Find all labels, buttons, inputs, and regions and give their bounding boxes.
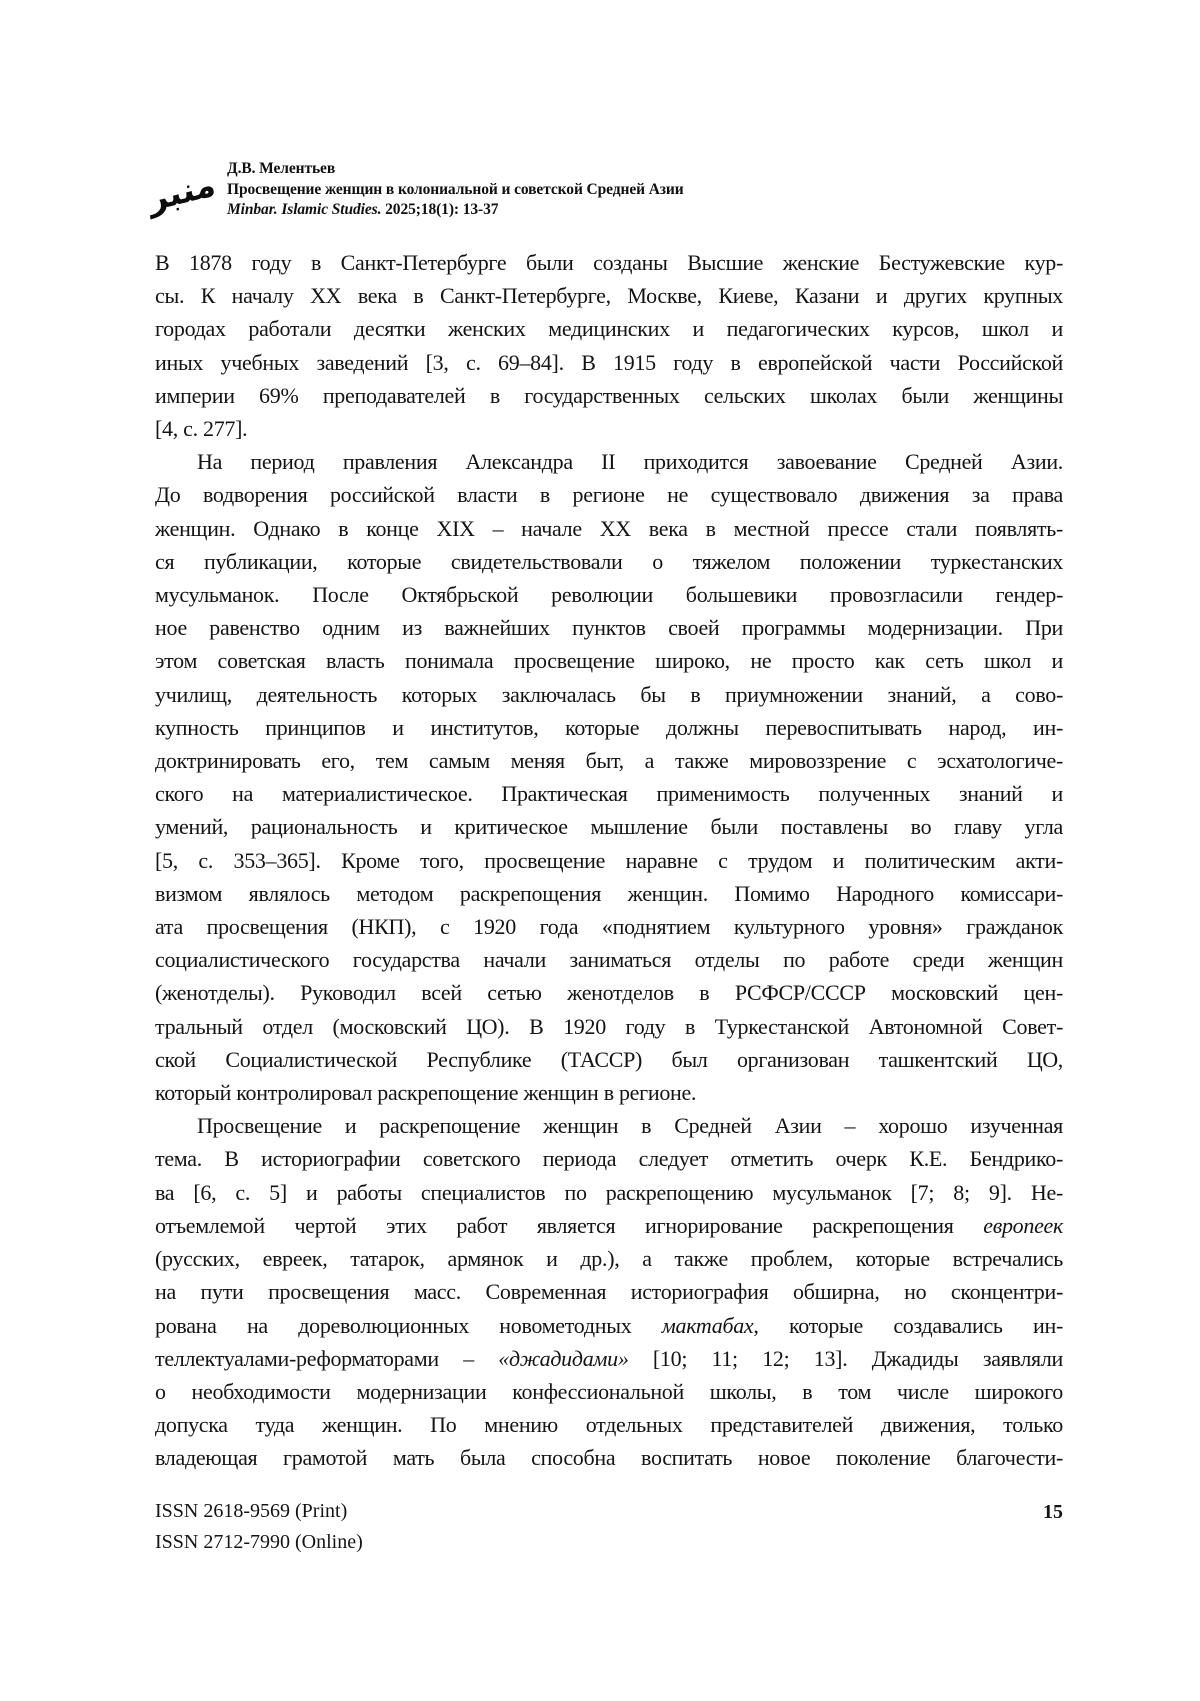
logo-calligraphy-glyph: منبر [146,163,218,219]
text-run: тральный отдел (московский ЦО). В 1920 году в Туркестанской Автономной Совет- [155,1013,1063,1039]
text-run: тема. В историографии советского периода следует отметить очерк К.Е. Бендрико- [155,1146,1063,1172]
text-line [155,1176,1063,1209]
text-run: который контролировал раскрепощение женщин в регионе. [155,1080,697,1106]
text-line [155,1209,1063,1242]
minbar-journal-logo-icon [146,146,218,235]
text-run: [5, с. 353–365]. Кроме того, просвещение наравне с трудом и политическим акти- [155,847,1063,873]
text-line [155,1109,1063,1142]
text-line [155,810,1063,843]
citation-volume-pages: 2025;18(1): 13-37 [381,201,499,218]
text-line [155,412,1063,445]
text-run: ное равенство одним из важнейших пунктов своей программы модернизации. При [155,615,1063,641]
text-line [155,1342,1063,1375]
text-line [155,1142,1063,1175]
text-run: В 1878 году в Санкт-Петербурге были созданы Высшие женские Бестужевские кур- [155,250,1063,275]
text-line [155,777,1063,810]
text-run: сы. К началу XX века в Санкт-Петербурге, Москве, Киеве, Казани и других крупных [155,283,1063,309]
text-line [155,877,1063,910]
running-head [146,148,684,228]
text-line [155,744,1063,777]
text-line [155,312,1063,345]
text-run: о необходимости модернизации конфессиональной школы, в том числе широкого [155,1378,1063,1404]
text-run: доктринировать его, тем самым меняя быт, а также мировоззрение с эсхатологиче- [155,748,1063,774]
text-run: рована на дореволюционных новометодных [155,1312,662,1338]
text-run: иных учебных заведений [3, с. 69–84]. В 1915 году в европейской части Российской [155,349,1063,375]
text-line [155,512,1063,545]
text-run: умений, рациональность и критическое мышление были поставлены во главу угла [155,814,1063,840]
text-line [155,976,1063,1009]
text-run: этом советская власть понимала просвещение широко, не просто как сеть школ и [155,648,1063,674]
text-line [155,279,1063,312]
italic-term: мактабах [661,1312,754,1338]
text-line [155,611,1063,644]
text-run: мусульманок. После Октябрьской революции большевики провозгласили гендер- [155,582,1063,608]
text-run: визмом являлось методом раскрепощения женщин. Помимо Народного комиссари- [155,880,1063,906]
article-body [155,246,1063,1475]
issn-online: ISSN 2712-7990 (Online) [155,1530,363,1553]
text-line [155,478,1063,511]
text-run: , которые создавались ин- [753,1312,1063,1338]
text-run: отъемлемой чертой этих работ является игнорирование раскрепощения [155,1212,984,1238]
text-line [155,943,1063,976]
text-run: (женотделы). Руководил всей сетью женотделов в РСФСР/СССР московский цен- [155,980,1063,1006]
text-line [155,844,1063,877]
text-run: ской Социалистической Республике (ТАССР) был организован ташкентский ЦО, [155,1046,1063,1072]
text-line [155,578,1063,611]
text-line [155,1408,1063,1441]
text-run: До водворения российской власти в регионе не существовало движения за права [155,482,1063,508]
paragraph [155,1109,1063,1474]
text-run: купность принципов и институтов, которые должны перевоспитывать народ, ин- [155,714,1063,740]
text-line [155,445,1063,478]
text-line [155,644,1063,677]
issn-print: ISSN 2618-9569 (Print) [155,1500,348,1522]
text-run: на пути просвещения масс. Современная историография обширна, но сконцентри- [155,1279,1063,1305]
text-run: теллектуалами-реформаторами – [155,1345,499,1371]
text-line [155,1010,1063,1043]
text-line [155,711,1063,744]
text-line [155,1043,1063,1076]
text-run: На период правления Александра II приходится завоевание Средней Азии. [197,449,1063,475]
issn-block [155,1496,363,1557]
text-run: ся публикации, которые свидетельствовали о тяжелом положении туркестанских [155,548,1063,574]
text-run: ского на материалистическое. Практическая применимость полученных знаний и [155,781,1063,807]
text-line [155,1076,1063,1109]
text-line [155,1309,1063,1342]
text-line [155,1375,1063,1408]
text-run: ва [6, с. 5] и работы специалистов по раскрепощению мусульманок [7; 8; 9]. Не- [155,1179,1063,1205]
running-head-title: Просвещение женщин в колониальной и советской Средней Азии [227,180,684,198]
italic-term: европеек [983,1212,1063,1238]
text-line [155,379,1063,412]
text-run: [10; 11; 12; 13]. Джадиды заявляли [628,1345,1064,1371]
text-run: социалистического государства начали заниматься отделы по работе среди женщин [155,947,1063,973]
text-run: владеющая грамотой мать была способна воспитать новое поколение благочести- [155,1445,1063,1471]
text-line [155,910,1063,943]
text-run: допуска туда женщин. По мнению отдельных представителей движения, только [155,1412,1063,1438]
text-run: (русских, евреек, татарок, армянок и др.), а также проблем, которые встречались [155,1246,1063,1272]
text-line [155,1441,1063,1474]
text-run: империи 69% преподавателей в государственных сельских школах были женщины [155,382,1063,408]
running-head-citation [227,200,684,221]
journal-name: Minbar. Islamic Studies. [227,201,382,218]
text-line [155,346,1063,379]
running-head-text [227,148,684,221]
text-run: ата просвещения (НКП), с 1920 года «поднятием культурного уровня» гражданок [155,914,1063,940]
text-line [155,678,1063,711]
page-number: 15 [1043,1501,1063,1523]
text-run: городах работали десятки женских медицинских и педагогических курсов, школ и [155,316,1063,342]
running-head-author: Д.В. Мелентьев [227,160,336,177]
italic-term: «джадидами» [498,1345,629,1371]
text-line [155,545,1063,578]
text-line [155,246,1063,279]
text-run: [4, с. 277]. [155,416,248,442]
text-line [155,1242,1063,1275]
page-footer [155,1496,1063,1557]
text-run: женщин. Однако в конце XIX – начале XX века в местной прессе стали появлять- [155,515,1063,541]
text-run: училищ, деятельность которых заключалась бы в приумножении знаний, а сово- [155,681,1063,707]
paragraph [155,445,1063,1109]
text-line [155,1275,1063,1308]
paragraph [155,246,1063,445]
text-run: Просвещение и раскрепощение женщин в Средней Азии – хорошо изученная [197,1113,1063,1139]
